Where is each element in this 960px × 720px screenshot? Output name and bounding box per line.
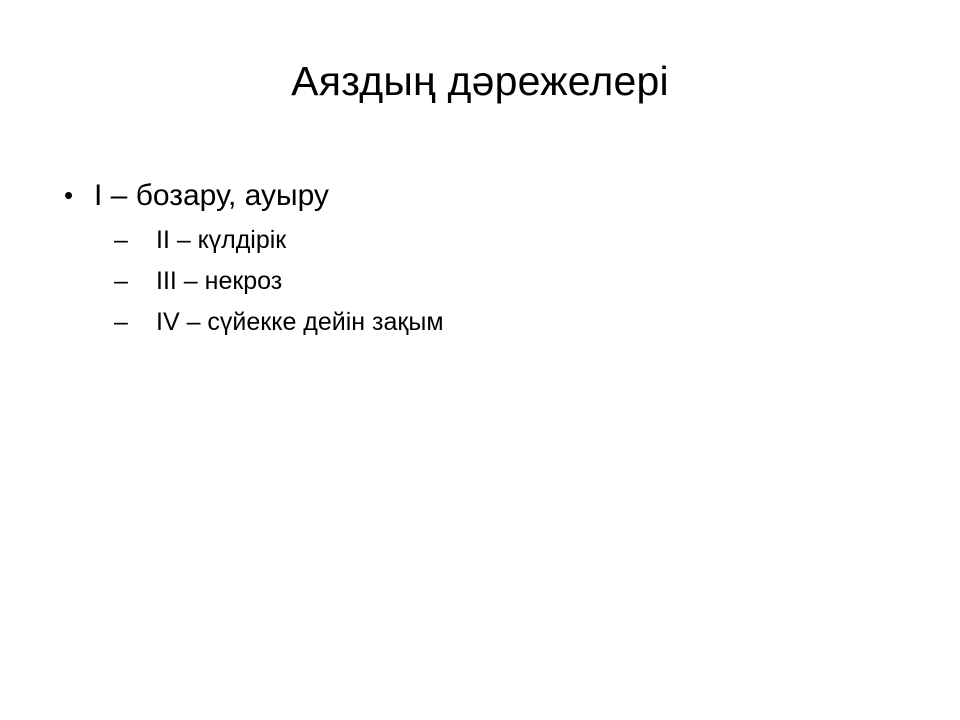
dash-icon: –	[114, 225, 128, 254]
dash-icon: –	[114, 266, 128, 295]
list-item	[52, 222, 912, 258]
sub-list	[52, 222, 912, 341]
page-title: Аяздың дәрежелері	[291, 58, 669, 104]
list-item-label: I – бозару, ауыру	[94, 179, 329, 212]
content-list	[52, 176, 912, 345]
list-item	[52, 304, 912, 340]
bullet-icon: •	[64, 180, 74, 210]
list-item	[52, 176, 912, 216]
list-item-label: III – некроз	[156, 266, 283, 295]
list-item	[52, 263, 912, 299]
list-item-label: II – күлдірік	[156, 225, 287, 254]
dash-icon: –	[114, 308, 128, 337]
list-item-label: IV – сүйекке дейін зақым	[156, 308, 444, 337]
